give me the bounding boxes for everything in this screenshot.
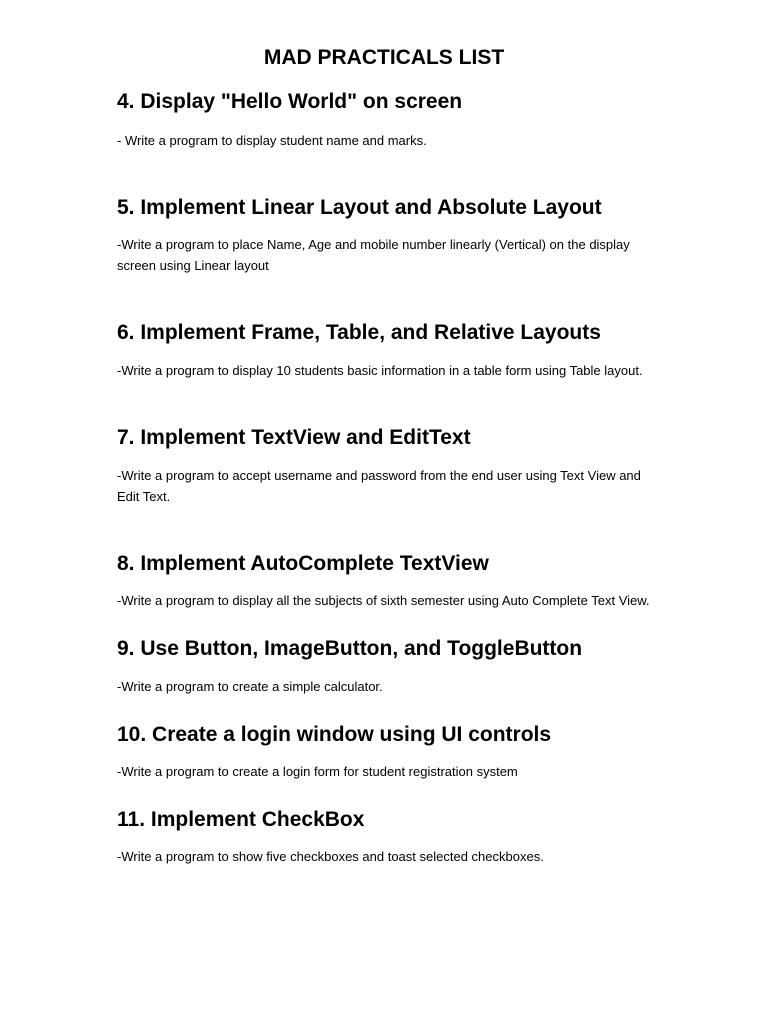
practical-heading-8: 8. Implement AutoComplete TextView xyxy=(117,552,489,575)
practical-description-10: -Write a program to create a login form for student registration system xyxy=(117,764,518,779)
practical-heading-7: 7. Implement TextView and EditText xyxy=(117,426,471,449)
practical-heading-6: 6. Implement Frame, Table, and Relative Layouts xyxy=(117,321,601,344)
practical-description-4: - Write a program to display student name and marks. xyxy=(117,133,427,148)
practical-description-8: -Write a program to display all the subjects of sixth semester using Auto Complete Text View. xyxy=(117,593,650,608)
practical-heading-4: 4. Display "Hello World" on screen xyxy=(117,90,463,113)
page-title: MAD PRACTICALS LIST xyxy=(263,46,505,69)
practical-description-6: -Write a program to display 10 students basic information in a table form using Table layout. xyxy=(117,363,643,378)
practical-description-11: -Write a program to show five checkboxes and toast selected checkboxes. xyxy=(117,849,544,864)
practical-heading-11: 11. Implement CheckBox xyxy=(117,808,365,831)
practical-heading-10: 10. Create a login window using UI controls xyxy=(117,723,552,746)
practical-description-7: -Write a program to accept username and password from the end user using Text View and Edit Text. xyxy=(117,468,641,504)
practical-description-5: -Write a program to place Name, Age and mobile number linearly (Vertical) on the display screen using Linear layout xyxy=(117,237,630,273)
practical-heading-9: 9. Use Button, ImageButton, and ToggleButton xyxy=(117,637,583,660)
practical-description-9: -Write a program to create a simple calculator. xyxy=(117,679,383,694)
practical-heading-5: 5. Implement Linear Layout and Absolute Layout xyxy=(117,196,602,219)
